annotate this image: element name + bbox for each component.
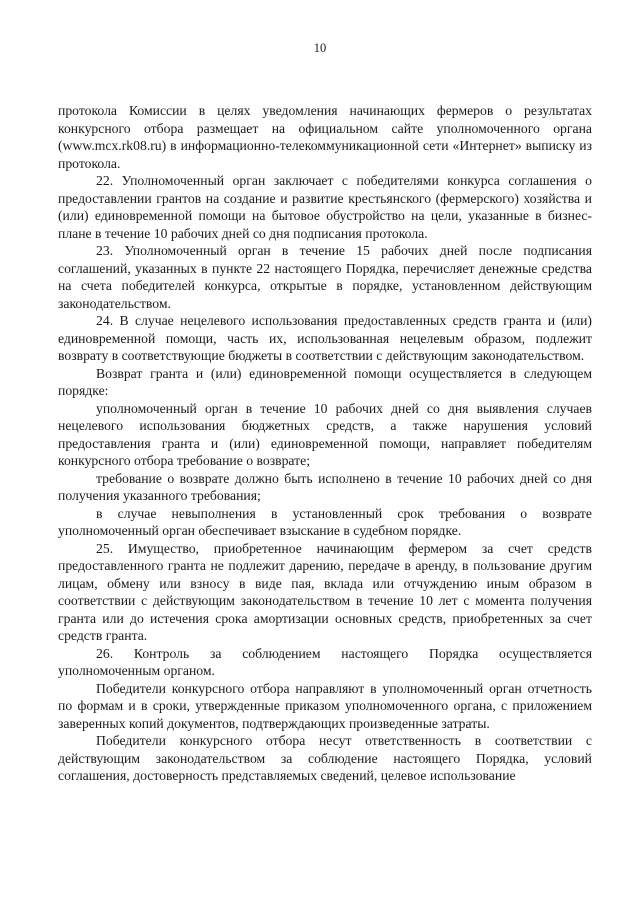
paragraph-refund-order: Возврат гранта и (или) единовременной помощи осуществляется в следующем порядке: <box>58 365 592 398</box>
paragraph-refund-step-1: уполномоченный орган в течение 10 рабочих дней со дня выявления случаев нецелевого использования бюджетных средств, а также нарушения условий предоставления гранта и (или) единовременной помощи, направляет победителям конкурсного отбора требование о возврате; <box>58 400 592 468</box>
paragraph-clause-22: 22. Уполномоченный орган заключает с победителями конкурса соглашения о предоставлении грантов на создание и развитие крестьянского (фермерского) хозяйства и (или) единовременной помощи на бытовое обустройство на цели, указанные в бизнес-плане в течение 10 рабочих дней со дня подписания протокола. <box>58 173 592 241</box>
paragraph-reporting: Победители конкурсного отбора направляют в уполномоченный орган отчетность по формам и в сроки, утвержденные приказом уполномоченного органа, с приложением заверенных копий документов, подтверждающих произведенные затраты. <box>58 680 592 731</box>
paragraph-clause-25: 25. Имущество, приобретенное начинающим фермером за счет средств предоставленного гранта не подлежит дарению, передаче в аренду, в пользование другим лицам, обмену или взносу в виде пая, вклада или отчуждению иным образом в соответствии с действующим законодательством в течение 10 лет с момента получения гранта или до истечения срока амортизации основных средств, приобретенных за счет средств гранта. <box>58 540 592 643</box>
paragraph-clause-26: 26. Контроль за соблюдением настоящего Порядка осуществляется уполномоченным органом. <box>58 645 592 678</box>
paragraph-clause-24: 24. В случае нецелевого использования предоставленных средств гранта и (или) единовременной помощи, часть их, использованная нецелевым образом, подлежит возврату в соответствующие бюджеты в соответствии с действующим законодательством. <box>58 313 592 363</box>
paragraph-responsibility: Победители конкурсного отбора несут ответственность в соответствии с действующим законодательством за соблюдение настоящего Порядка, условий соглашения, достоверность представляемых сведений, целевое использование <box>58 733 592 783</box>
document-body <box>58 102 592 785</box>
paragraph-refund-step-3: в случае невыполнения в установленный срок требования о возврате уполномоченный орган обеспечивает взыскание в судебном порядке. <box>58 505 592 538</box>
page-number: 10 <box>313 41 327 55</box>
paragraph-refund-step-2: требование о возврате должно быть исполнено в течение 10 рабочих дней со дня получения указанного требования; <box>58 470 592 503</box>
paragraph-clause-23: 23. Уполномоченный орган в течение 15 рабочих дней после подписания соглашений, указанных в пункте 22 настоящего Порядка, перечисляет денежные средства на счета победителей конкурса, открытые в порядке, установленном действующим законодательством. <box>58 243 592 311</box>
paragraph-protocol-continuation: протокола Комиссии в целях уведомления начинающих фермеров о результатах конкурсного отбора размещает на официальном сайте уполномоченного органа (www.mcx.rk08.ru) в информационно-телекоммуникационной сети «Интернет» выписку из протокола. <box>58 103 592 171</box>
